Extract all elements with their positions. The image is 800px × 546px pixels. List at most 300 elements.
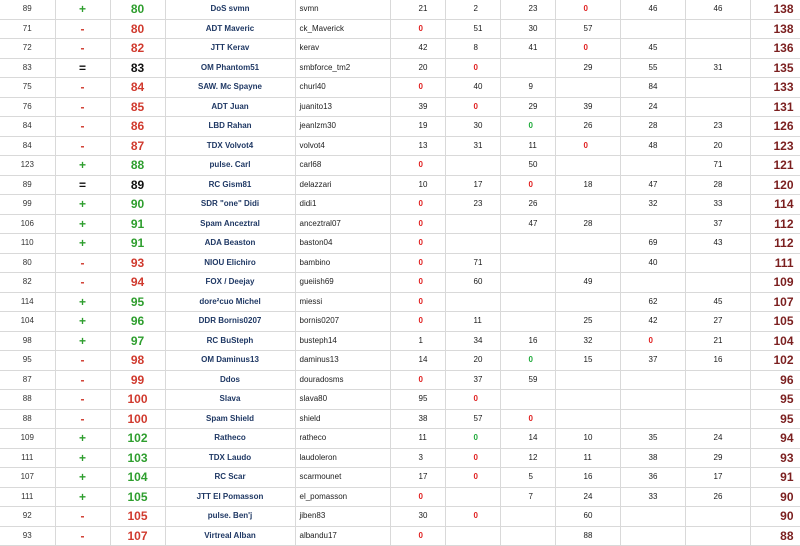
round-score-cell[interactable] bbox=[685, 97, 750, 117]
username-cell[interactable]: busteph14 bbox=[295, 331, 390, 351]
round-score-cell[interactable] bbox=[555, 390, 620, 410]
round-score-cell[interactable] bbox=[685, 507, 750, 527]
round-score-cell[interactable]: 2 bbox=[445, 0, 500, 19]
trend-indicator-cell[interactable]: = bbox=[55, 175, 110, 195]
round-score-cell[interactable] bbox=[500, 234, 555, 254]
table-row[interactable] bbox=[0, 448, 800, 468]
total-points-cell[interactable]: 93 bbox=[750, 448, 800, 468]
previous-rank-cell[interactable]: 114 bbox=[0, 292, 55, 312]
round-score-cell[interactable]: 0 bbox=[390, 214, 445, 234]
round-score-cell[interactable] bbox=[685, 19, 750, 39]
team-player-cell[interactable]: RC BuSteph bbox=[165, 331, 295, 351]
round-score-cell[interactable]: 0 bbox=[445, 429, 500, 449]
table-row[interactable] bbox=[0, 487, 800, 507]
username-cell[interactable]: shield bbox=[295, 409, 390, 429]
round-score-cell[interactable] bbox=[620, 526, 685, 546]
round-score-cell[interactable]: 31 bbox=[445, 136, 500, 156]
previous-rank-cell[interactable]: 107 bbox=[0, 468, 55, 488]
round-score-cell[interactable] bbox=[685, 273, 750, 293]
rank-cell[interactable]: 107 bbox=[110, 526, 165, 546]
round-score-cell[interactable]: 55 bbox=[620, 58, 685, 78]
rank-cell[interactable]: 89 bbox=[110, 175, 165, 195]
rank-cell[interactable]: 96 bbox=[110, 312, 165, 332]
team-player-cell[interactable]: pulse. Ben'j bbox=[165, 507, 295, 527]
table-row[interactable] bbox=[0, 273, 800, 293]
previous-rank-cell[interactable]: 88 bbox=[0, 409, 55, 429]
round-score-cell[interactable]: 37 bbox=[620, 351, 685, 371]
trend-indicator-cell[interactable]: + bbox=[55, 156, 110, 176]
trend-indicator-cell[interactable]: + bbox=[55, 448, 110, 468]
previous-rank-cell[interactable]: 123 bbox=[0, 156, 55, 176]
round-score-cell[interactable] bbox=[555, 195, 620, 215]
round-score-cell[interactable]: 24 bbox=[620, 97, 685, 117]
trend-indicator-cell[interactable]: + bbox=[55, 234, 110, 254]
total-points-cell[interactable]: 107 bbox=[750, 292, 800, 312]
username-cell[interactable]: jeanlzm30 bbox=[295, 117, 390, 137]
round-score-cell[interactable]: 28 bbox=[685, 175, 750, 195]
trend-indicator-cell[interactable]: - bbox=[55, 507, 110, 527]
round-score-cell[interactable]: 24 bbox=[555, 487, 620, 507]
team-player-cell[interactable]: OM Phantom51 bbox=[165, 58, 295, 78]
previous-rank-cell[interactable]: 76 bbox=[0, 97, 55, 117]
trend-indicator-cell[interactable]: - bbox=[55, 409, 110, 429]
rank-cell[interactable]: 99 bbox=[110, 370, 165, 390]
round-score-cell[interactable]: 84 bbox=[620, 78, 685, 98]
round-score-cell[interactable]: 62 bbox=[620, 292, 685, 312]
round-score-cell[interactable]: 0 bbox=[445, 507, 500, 527]
round-score-cell[interactable]: 14 bbox=[500, 429, 555, 449]
round-score-cell[interactable]: 0 bbox=[445, 468, 500, 488]
round-score-cell[interactable]: 34 bbox=[445, 331, 500, 351]
total-points-cell[interactable]: 123 bbox=[750, 136, 800, 156]
round-score-cell[interactable]: 16 bbox=[500, 331, 555, 351]
username-cell[interactable]: volvot4 bbox=[295, 136, 390, 156]
total-points-cell[interactable]: 94 bbox=[750, 429, 800, 449]
round-score-cell[interactable]: 28 bbox=[555, 214, 620, 234]
round-score-cell[interactable] bbox=[500, 526, 555, 546]
table-row[interactable] bbox=[0, 507, 800, 527]
round-score-cell[interactable]: 0 bbox=[555, 0, 620, 19]
rank-cell[interactable]: 82 bbox=[110, 39, 165, 59]
total-points-cell[interactable]: 109 bbox=[750, 273, 800, 293]
round-score-cell[interactable]: 16 bbox=[685, 351, 750, 371]
round-score-cell[interactable] bbox=[445, 487, 500, 507]
team-player-cell[interactable]: DoS svmn bbox=[165, 0, 295, 19]
table-row[interactable] bbox=[0, 78, 800, 98]
team-player-cell[interactable]: LBD Rahan bbox=[165, 117, 295, 137]
round-score-cell[interactable]: 0 bbox=[390, 487, 445, 507]
username-cell[interactable]: kerav bbox=[295, 39, 390, 59]
round-score-cell[interactable]: 45 bbox=[685, 292, 750, 312]
username-cell[interactable]: bambino bbox=[295, 253, 390, 273]
trend-indicator-cell[interactable]: + bbox=[55, 487, 110, 507]
table-row[interactable] bbox=[0, 0, 800, 19]
round-score-cell[interactable] bbox=[685, 78, 750, 98]
round-score-cell[interactable] bbox=[555, 78, 620, 98]
total-points-cell[interactable]: 112 bbox=[750, 234, 800, 254]
round-score-cell[interactable]: 35 bbox=[620, 429, 685, 449]
round-score-cell[interactable]: 12 bbox=[500, 448, 555, 468]
total-points-cell[interactable]: 90 bbox=[750, 487, 800, 507]
rank-cell[interactable]: 84 bbox=[110, 78, 165, 98]
table-row[interactable] bbox=[0, 117, 800, 137]
round-score-cell[interactable]: 46 bbox=[685, 0, 750, 19]
round-score-cell[interactable]: 95 bbox=[390, 390, 445, 410]
round-score-cell[interactable] bbox=[555, 292, 620, 312]
previous-rank-cell[interactable]: 84 bbox=[0, 117, 55, 137]
round-score-cell[interactable] bbox=[620, 273, 685, 293]
round-score-cell[interactable] bbox=[620, 390, 685, 410]
round-score-cell[interactable]: 39 bbox=[555, 97, 620, 117]
team-player-cell[interactable]: Ratheco bbox=[165, 429, 295, 449]
round-score-cell[interactable]: 13 bbox=[390, 136, 445, 156]
trend-indicator-cell[interactable]: - bbox=[55, 136, 110, 156]
round-score-cell[interactable]: 0 bbox=[500, 351, 555, 371]
table-row[interactable] bbox=[0, 351, 800, 371]
round-score-cell[interactable]: 20 bbox=[685, 136, 750, 156]
team-player-cell[interactable]: JTT Kerav bbox=[165, 39, 295, 59]
team-player-cell[interactable]: NIOU Elichiro bbox=[165, 253, 295, 273]
round-score-cell[interactable]: 29 bbox=[685, 448, 750, 468]
round-score-cell[interactable] bbox=[445, 526, 500, 546]
previous-rank-cell[interactable]: 111 bbox=[0, 448, 55, 468]
trend-indicator-cell[interactable]: - bbox=[55, 390, 110, 410]
username-cell[interactable]: el_pomasson bbox=[295, 487, 390, 507]
total-points-cell[interactable]: 114 bbox=[750, 195, 800, 215]
total-points-cell[interactable]: 136 bbox=[750, 39, 800, 59]
round-score-cell[interactable]: 10 bbox=[555, 429, 620, 449]
round-score-cell[interactable]: 30 bbox=[500, 19, 555, 39]
round-score-cell[interactable]: 26 bbox=[555, 117, 620, 137]
total-points-cell[interactable]: 91 bbox=[750, 468, 800, 488]
round-score-cell[interactable]: 11 bbox=[500, 136, 555, 156]
round-score-cell[interactable]: 41 bbox=[500, 39, 555, 59]
username-cell[interactable]: ck_Maverick bbox=[295, 19, 390, 39]
table-row[interactable] bbox=[0, 253, 800, 273]
round-score-cell[interactable] bbox=[555, 156, 620, 176]
table-row[interactable] bbox=[0, 526, 800, 546]
round-score-cell[interactable]: 0 bbox=[390, 312, 445, 332]
round-score-cell[interactable]: 11 bbox=[390, 429, 445, 449]
round-score-cell[interactable]: 37 bbox=[445, 370, 500, 390]
round-score-cell[interactable] bbox=[500, 390, 555, 410]
team-player-cell[interactable]: JTT El Pomasson bbox=[165, 487, 295, 507]
round-score-cell[interactable]: 51 bbox=[445, 19, 500, 39]
table-row[interactable] bbox=[0, 468, 800, 488]
total-points-cell[interactable]: 112 bbox=[750, 214, 800, 234]
username-cell[interactable]: daminus13 bbox=[295, 351, 390, 371]
team-player-cell[interactable]: Ddos bbox=[165, 370, 295, 390]
round-score-cell[interactable]: 0 bbox=[390, 19, 445, 39]
round-score-cell[interactable]: 0 bbox=[445, 97, 500, 117]
previous-rank-cell[interactable]: 71 bbox=[0, 19, 55, 39]
previous-rank-cell[interactable]: 89 bbox=[0, 175, 55, 195]
rank-cell[interactable]: 90 bbox=[110, 195, 165, 215]
round-score-cell[interactable]: 19 bbox=[390, 117, 445, 137]
round-score-cell[interactable]: 71 bbox=[445, 253, 500, 273]
round-score-cell[interactable] bbox=[445, 292, 500, 312]
team-player-cell[interactable]: ADA Beaston bbox=[165, 234, 295, 254]
round-score-cell[interactable]: 32 bbox=[620, 195, 685, 215]
table-row[interactable] bbox=[0, 312, 800, 332]
round-score-cell[interactable]: 26 bbox=[685, 487, 750, 507]
round-score-cell[interactable]: 38 bbox=[390, 409, 445, 429]
round-score-cell[interactable]: 8 bbox=[445, 39, 500, 59]
team-player-cell[interactable]: Spam Anceztral bbox=[165, 214, 295, 234]
rank-cell[interactable]: 87 bbox=[110, 136, 165, 156]
team-player-cell[interactable]: pulse. Carl bbox=[165, 156, 295, 176]
total-points-cell[interactable]: 90 bbox=[750, 507, 800, 527]
username-cell[interactable]: delazzari bbox=[295, 175, 390, 195]
round-score-cell[interactable]: 37 bbox=[685, 214, 750, 234]
round-score-cell[interactable]: 0 bbox=[555, 39, 620, 59]
round-score-cell[interactable]: 47 bbox=[620, 175, 685, 195]
round-score-cell[interactable]: 48 bbox=[620, 136, 685, 156]
rank-cell[interactable]: 80 bbox=[110, 0, 165, 19]
rank-cell[interactable]: 103 bbox=[110, 448, 165, 468]
table-row[interactable] bbox=[0, 409, 800, 429]
round-score-cell[interactable]: 30 bbox=[445, 117, 500, 137]
round-score-cell[interactable]: 0 bbox=[390, 195, 445, 215]
previous-rank-cell[interactable]: 84 bbox=[0, 136, 55, 156]
username-cell[interactable]: juanito13 bbox=[295, 97, 390, 117]
round-score-cell[interactable]: 15 bbox=[555, 351, 620, 371]
username-cell[interactable]: svmn bbox=[295, 0, 390, 19]
trend-indicator-cell[interactable]: = bbox=[55, 58, 110, 78]
rank-cell[interactable]: 105 bbox=[110, 487, 165, 507]
round-score-cell[interactable]: 10 bbox=[390, 175, 445, 195]
round-score-cell[interactable]: 11 bbox=[555, 448, 620, 468]
table-row[interactable] bbox=[0, 156, 800, 176]
trend-indicator-cell[interactable]: - bbox=[55, 253, 110, 273]
previous-rank-cell[interactable]: 104 bbox=[0, 312, 55, 332]
round-score-cell[interactable]: 32 bbox=[555, 331, 620, 351]
round-score-cell[interactable]: 11 bbox=[445, 312, 500, 332]
round-score-cell[interactable]: 43 bbox=[685, 234, 750, 254]
round-score-cell[interactable] bbox=[620, 370, 685, 390]
round-score-cell[interactable]: 0 bbox=[445, 58, 500, 78]
username-cell[interactable]: jiben83 bbox=[295, 507, 390, 527]
trend-indicator-cell[interactable]: + bbox=[55, 429, 110, 449]
table-row[interactable] bbox=[0, 195, 800, 215]
username-cell[interactable]: albandu17 bbox=[295, 526, 390, 546]
round-score-cell[interactable]: 25 bbox=[555, 312, 620, 332]
trend-indicator-cell[interactable]: - bbox=[55, 97, 110, 117]
round-score-cell[interactable]: 0 bbox=[555, 136, 620, 156]
previous-rank-cell[interactable]: 99 bbox=[0, 195, 55, 215]
trend-indicator-cell[interactable]: - bbox=[55, 526, 110, 546]
round-score-cell[interactable]: 3 bbox=[390, 448, 445, 468]
username-cell[interactable]: baston04 bbox=[295, 234, 390, 254]
round-score-cell[interactable]: 88 bbox=[555, 526, 620, 546]
round-score-cell[interactable]: 36 bbox=[620, 468, 685, 488]
previous-rank-cell[interactable]: 110 bbox=[0, 234, 55, 254]
team-player-cell[interactable]: Slava bbox=[165, 390, 295, 410]
team-player-cell[interactable]: dore²cuo Michel bbox=[165, 292, 295, 312]
round-score-cell[interactable]: 69 bbox=[620, 234, 685, 254]
round-score-cell[interactable]: 0 bbox=[390, 234, 445, 254]
team-player-cell[interactable]: Spam Shield bbox=[165, 409, 295, 429]
round-score-cell[interactable]: 1 bbox=[390, 331, 445, 351]
trend-indicator-cell[interactable]: + bbox=[55, 195, 110, 215]
round-score-cell[interactable]: 0 bbox=[500, 117, 555, 137]
username-cell[interactable]: smbforce_tm2 bbox=[295, 58, 390, 78]
round-score-cell[interactable]: 57 bbox=[555, 19, 620, 39]
trend-indicator-cell[interactable]: + bbox=[55, 468, 110, 488]
round-score-cell[interactable]: 40 bbox=[620, 253, 685, 273]
table-row[interactable] bbox=[0, 331, 800, 351]
round-score-cell[interactable]: 28 bbox=[620, 117, 685, 137]
round-score-cell[interactable]: 17 bbox=[685, 468, 750, 488]
round-score-cell[interactable] bbox=[620, 507, 685, 527]
round-score-cell[interactable]: 31 bbox=[685, 58, 750, 78]
total-points-cell[interactable]: 121 bbox=[750, 156, 800, 176]
round-score-cell[interactable] bbox=[620, 214, 685, 234]
round-score-cell[interactable]: 17 bbox=[445, 175, 500, 195]
round-score-cell[interactable] bbox=[500, 507, 555, 527]
trend-indicator-cell[interactable]: - bbox=[55, 117, 110, 137]
round-score-cell[interactable]: 71 bbox=[685, 156, 750, 176]
round-score-cell[interactable] bbox=[685, 253, 750, 273]
round-score-cell[interactable] bbox=[620, 19, 685, 39]
round-score-cell[interactable]: 21 bbox=[390, 0, 445, 19]
round-score-cell[interactable]: 29 bbox=[555, 58, 620, 78]
rank-cell[interactable]: 95 bbox=[110, 292, 165, 312]
round-score-cell[interactable] bbox=[620, 409, 685, 429]
previous-rank-cell[interactable]: 80 bbox=[0, 253, 55, 273]
round-score-cell[interactable]: 0 bbox=[620, 331, 685, 351]
total-points-cell[interactable]: 133 bbox=[750, 78, 800, 98]
team-player-cell[interactable]: SDR "one" Didi bbox=[165, 195, 295, 215]
trend-indicator-cell[interactable]: + bbox=[55, 0, 110, 19]
total-points-cell[interactable]: 88 bbox=[750, 526, 800, 546]
round-score-cell[interactable]: 60 bbox=[555, 507, 620, 527]
rank-cell[interactable]: 83 bbox=[110, 58, 165, 78]
trend-indicator-cell[interactable]: - bbox=[55, 19, 110, 39]
round-score-cell[interactable] bbox=[445, 214, 500, 234]
previous-rank-cell[interactable]: 95 bbox=[0, 351, 55, 371]
rank-cell[interactable]: 102 bbox=[110, 429, 165, 449]
total-points-cell[interactable]: 126 bbox=[750, 117, 800, 137]
rank-cell[interactable]: 100 bbox=[110, 390, 165, 410]
round-score-cell[interactable] bbox=[500, 312, 555, 332]
total-points-cell[interactable]: 138 bbox=[750, 19, 800, 39]
round-score-cell[interactable]: 33 bbox=[620, 487, 685, 507]
rank-cell[interactable]: 105 bbox=[110, 507, 165, 527]
trend-indicator-cell[interactable]: - bbox=[55, 370, 110, 390]
rank-cell[interactable]: 85 bbox=[110, 97, 165, 117]
team-player-cell[interactable]: DDR Bornis0207 bbox=[165, 312, 295, 332]
round-score-cell[interactable] bbox=[500, 273, 555, 293]
rank-cell[interactable]: 100 bbox=[110, 409, 165, 429]
round-score-cell[interactable] bbox=[555, 253, 620, 273]
total-points-cell[interactable]: 102 bbox=[750, 351, 800, 371]
trend-indicator-cell[interactable]: + bbox=[55, 214, 110, 234]
rank-cell[interactable]: 91 bbox=[110, 234, 165, 254]
round-score-cell[interactable]: 45 bbox=[620, 39, 685, 59]
trend-indicator-cell[interactable]: + bbox=[55, 331, 110, 351]
team-player-cell[interactable]: RC Gism81 bbox=[165, 175, 295, 195]
round-score-cell[interactable]: 0 bbox=[390, 253, 445, 273]
round-score-cell[interactable]: 27 bbox=[685, 312, 750, 332]
table-row[interactable] bbox=[0, 136, 800, 156]
round-score-cell[interactable]: 49 bbox=[555, 273, 620, 293]
round-score-cell[interactable]: 16 bbox=[555, 468, 620, 488]
username-cell[interactable]: douradosms bbox=[295, 370, 390, 390]
trend-indicator-cell[interactable]: + bbox=[55, 292, 110, 312]
team-player-cell[interactable]: ADT Maveric bbox=[165, 19, 295, 39]
team-player-cell[interactable]: FOX / Deejay bbox=[165, 273, 295, 293]
round-score-cell[interactable]: 29 bbox=[500, 97, 555, 117]
total-points-cell[interactable]: 135 bbox=[750, 58, 800, 78]
previous-rank-cell[interactable]: 93 bbox=[0, 526, 55, 546]
round-score-cell[interactable]: 5 bbox=[500, 468, 555, 488]
table-row[interactable] bbox=[0, 390, 800, 410]
round-score-cell[interactable]: 17 bbox=[390, 468, 445, 488]
username-cell[interactable]: scarmounet bbox=[295, 468, 390, 488]
round-score-cell[interactable]: 57 bbox=[445, 409, 500, 429]
previous-rank-cell[interactable]: 92 bbox=[0, 507, 55, 527]
round-score-cell[interactable]: 0 bbox=[445, 390, 500, 410]
table-row[interactable] bbox=[0, 234, 800, 254]
total-points-cell[interactable]: 131 bbox=[750, 97, 800, 117]
previous-rank-cell[interactable]: 111 bbox=[0, 487, 55, 507]
round-score-cell[interactable]: 0 bbox=[500, 175, 555, 195]
round-score-cell[interactable] bbox=[555, 234, 620, 254]
username-cell[interactable]: carl68 bbox=[295, 156, 390, 176]
rank-cell[interactable]: 80 bbox=[110, 19, 165, 39]
rank-cell[interactable]: 93 bbox=[110, 253, 165, 273]
table-row[interactable] bbox=[0, 429, 800, 449]
rank-cell[interactable]: 94 bbox=[110, 273, 165, 293]
round-score-cell[interactable]: 9 bbox=[500, 78, 555, 98]
total-points-cell[interactable]: 105 bbox=[750, 312, 800, 332]
round-score-cell[interactable] bbox=[685, 526, 750, 546]
team-player-cell[interactable]: TDX Volvot4 bbox=[165, 136, 295, 156]
round-score-cell[interactable] bbox=[685, 409, 750, 429]
username-cell[interactable]: didi1 bbox=[295, 195, 390, 215]
table-row[interactable] bbox=[0, 292, 800, 312]
round-score-cell[interactable]: 0 bbox=[390, 526, 445, 546]
round-score-cell[interactable]: 0 bbox=[390, 78, 445, 98]
username-cell[interactable]: gueiish69 bbox=[295, 273, 390, 293]
total-points-cell[interactable]: 104 bbox=[750, 331, 800, 351]
round-score-cell[interactable] bbox=[500, 253, 555, 273]
round-score-cell[interactable]: 47 bbox=[500, 214, 555, 234]
previous-rank-cell[interactable]: 83 bbox=[0, 58, 55, 78]
round-score-cell[interactable]: 0 bbox=[390, 156, 445, 176]
round-score-cell[interactable]: 39 bbox=[390, 97, 445, 117]
table-row[interactable] bbox=[0, 370, 800, 390]
round-score-cell[interactable]: 42 bbox=[390, 39, 445, 59]
table-row[interactable] bbox=[0, 19, 800, 39]
rank-cell[interactable]: 88 bbox=[110, 156, 165, 176]
round-score-cell[interactable]: 0 bbox=[390, 292, 445, 312]
round-score-cell[interactable]: 26 bbox=[500, 195, 555, 215]
round-score-cell[interactable]: 59 bbox=[500, 370, 555, 390]
username-cell[interactable]: slava80 bbox=[295, 390, 390, 410]
rank-cell[interactable]: 104 bbox=[110, 468, 165, 488]
username-cell[interactable]: bornis0207 bbox=[295, 312, 390, 332]
round-score-cell[interactable]: 23 bbox=[500, 0, 555, 19]
round-score-cell[interactable]: 50 bbox=[500, 156, 555, 176]
round-score-cell[interactable]: 38 bbox=[620, 448, 685, 468]
rank-cell[interactable]: 86 bbox=[110, 117, 165, 137]
total-points-cell[interactable]: 111 bbox=[750, 253, 800, 273]
trend-indicator-cell[interactable]: - bbox=[55, 78, 110, 98]
total-points-cell[interactable]: 120 bbox=[750, 175, 800, 195]
table-row[interactable] bbox=[0, 97, 800, 117]
